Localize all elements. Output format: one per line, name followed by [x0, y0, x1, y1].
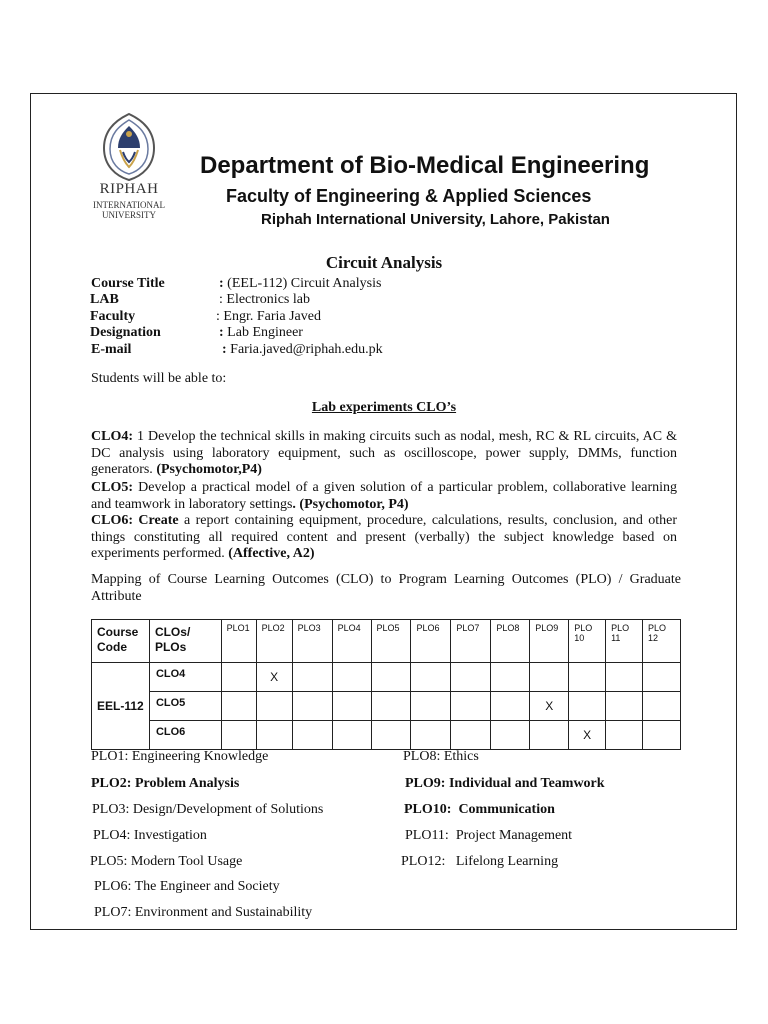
- info-label-course-title: Course Title: [91, 276, 165, 291]
- course-heading: Circuit Analysis: [325, 253, 443, 272]
- cell: [332, 721, 371, 750]
- row-clo5-label: CLO5: [149, 692, 221, 721]
- cell: [256, 692, 292, 721]
- cell: [221, 692, 256, 721]
- header-plo10: PLO 10: [569, 620, 606, 663]
- cell: [371, 721, 411, 750]
- plo1-item: PLO1: Engineering Knowledge: [91, 749, 269, 764]
- cell: [606, 692, 643, 721]
- cell: [292, 692, 332, 721]
- clo6-text: a report containing equipment, procedure, calculations, results, conclusion, and other things constituting all required content and present (verbally) the subject knowledge based on experiments performed.: [91, 513, 677, 561]
- cell: [411, 663, 451, 692]
- info-value-course-title: : (EEL-112) Circuit Analysis: [219, 276, 382, 291]
- info-label-email: E-mail: [91, 342, 132, 357]
- info-value-email: : Faria.javed@riphah.edu.pk: [222, 342, 383, 357]
- plo9-item: PLO9: Individual and Teamwork: [405, 776, 605, 791]
- header-plo12: PLO 12: [643, 620, 681, 663]
- plo2-item: PLO2: Problem Analysis: [91, 776, 240, 791]
- cell: [643, 663, 681, 692]
- info-value-lab: : Electronics lab: [219, 292, 310, 307]
- header-plo1: PLO1: [221, 620, 256, 663]
- intro-text: Students will be able to:: [91, 371, 227, 386]
- header-plo4: PLO4: [332, 620, 371, 663]
- cell: [292, 721, 332, 750]
- header-plo6: PLO6: [411, 620, 451, 663]
- plo11-item: PLO11: Project Management: [405, 828, 573, 843]
- row-clo4-label: CLO4: [149, 663, 221, 692]
- cell: [530, 721, 569, 750]
- cell: [530, 663, 569, 692]
- info-label-lab: LAB: [90, 292, 119, 307]
- plo4-item: PLO4: Investigation: [93, 828, 207, 843]
- cell: [451, 721, 491, 750]
- table-row: [92, 663, 681, 692]
- cell: [411, 721, 451, 750]
- header-course-code: Course Code: [92, 620, 150, 663]
- cell: [221, 721, 256, 750]
- cell: [451, 692, 491, 721]
- info-label-faculty: Faculty: [90, 309, 136, 324]
- row-clo6-label: CLO6: [149, 721, 221, 750]
- logo-name: RIPHAH: [99, 181, 159, 197]
- cell: [411, 692, 451, 721]
- cell: [292, 663, 332, 692]
- header-plo7: PLO7: [451, 620, 491, 663]
- cell: X: [569, 721, 606, 750]
- plo6-item: PLO6: The Engineer and Society: [94, 879, 280, 894]
- cell: [643, 692, 681, 721]
- header-plo9: PLO9: [530, 620, 569, 663]
- clo6-paragraph: [91, 513, 677, 563]
- cell: [491, 692, 530, 721]
- plo10-item: PLO10: Communication: [404, 802, 555, 817]
- plo5-item: PLO5: Modern Tool Usage: [90, 854, 243, 869]
- clo5-text: Develop a practical model of a given solution of a particular problem, collaborative learning and teamwork in laboratory settings: [91, 480, 677, 512]
- header-clos-plos: CLOs/ PLOs: [149, 620, 221, 663]
- header-plo5: PLO5: [371, 620, 411, 663]
- cell: [332, 692, 371, 721]
- plo3-item: PLO3: Design/Development of Solutions: [92, 802, 324, 817]
- cell: X: [530, 692, 569, 721]
- info-value-designation: : Lab Engineer: [219, 325, 303, 340]
- header-plo11: PLO 11: [606, 620, 643, 663]
- clo-heading: Lab experiments CLO’s: [311, 400, 457, 415]
- cell: [332, 663, 371, 692]
- logo-subtitle-line1: INTERNATIONAL: [93, 200, 165, 210]
- university-title: Riphah International University, Lahore, Pakistan: [261, 211, 610, 228]
- faculty-title: Faculty of Engineering & Applied Sciences: [226, 186, 592, 206]
- clo4-tag: (Psychomotor,P4): [156, 462, 262, 477]
- info-label-designation: Designation: [90, 325, 161, 340]
- plo8-item: PLO8: Ethics: [403, 749, 479, 764]
- cell: [491, 721, 530, 750]
- clo4-paragraph: [91, 429, 677, 479]
- clo4-text: 1 Develop the technical skills in making circuits such as nodal, mesh, RC & RL circuits, AC & DC analysis using laboratory equipment, such as oscilloscope, power supply, DMMs, function generators.: [91, 429, 677, 477]
- clo4-label: CLO4:: [91, 429, 133, 444]
- riphah-crest-icon: [96, 112, 162, 182]
- info-value-faculty: : Engr. Faria Javed: [216, 309, 321, 324]
- header-plo3: PLO3: [292, 620, 332, 663]
- cell: [371, 663, 411, 692]
- cell: [643, 721, 681, 750]
- cell: [221, 663, 256, 692]
- cell: [606, 663, 643, 692]
- table-row: [92, 721, 681, 750]
- course-code-cell: EEL-112: [92, 663, 150, 750]
- clo5-label: CLO5:: [91, 480, 133, 495]
- clo-plo-mapping-table: [91, 619, 681, 750]
- table-row: [92, 692, 681, 721]
- clo5-paragraph: [91, 480, 677, 513]
- table-header-row: [92, 620, 681, 663]
- riphah-logo: [86, 112, 172, 224]
- clo6-label: CLO6: Create: [91, 513, 179, 528]
- plo12-item: PLO12: Lifelong Learning: [401, 854, 559, 869]
- cell: [451, 663, 491, 692]
- cell: [569, 692, 606, 721]
- cell: X: [256, 663, 292, 692]
- cell: [256, 721, 292, 750]
- header-plo8: PLO8: [491, 620, 530, 663]
- cell: [371, 692, 411, 721]
- department-title: Department of Bio-Medical Engineering: [200, 152, 650, 179]
- logo-subtitle-line2: UNIVERSITY: [102, 210, 156, 220]
- header-plo2: PLO2: [256, 620, 292, 663]
- clo5-tag: . (Psychomotor, P4): [292, 496, 409, 512]
- cell: [569, 663, 606, 692]
- cell: [606, 721, 643, 750]
- plo7-item: PLO7: Environment and Sustainability: [94, 905, 313, 920]
- cell: [491, 663, 530, 692]
- mapping-title: Mapping of Course Learning Outcomes (CLO) to Program Learning Outcomes (PLO) / Graduate Attribute: [91, 572, 681, 604]
- clo6-tag: (Affective, A2): [228, 546, 315, 561]
